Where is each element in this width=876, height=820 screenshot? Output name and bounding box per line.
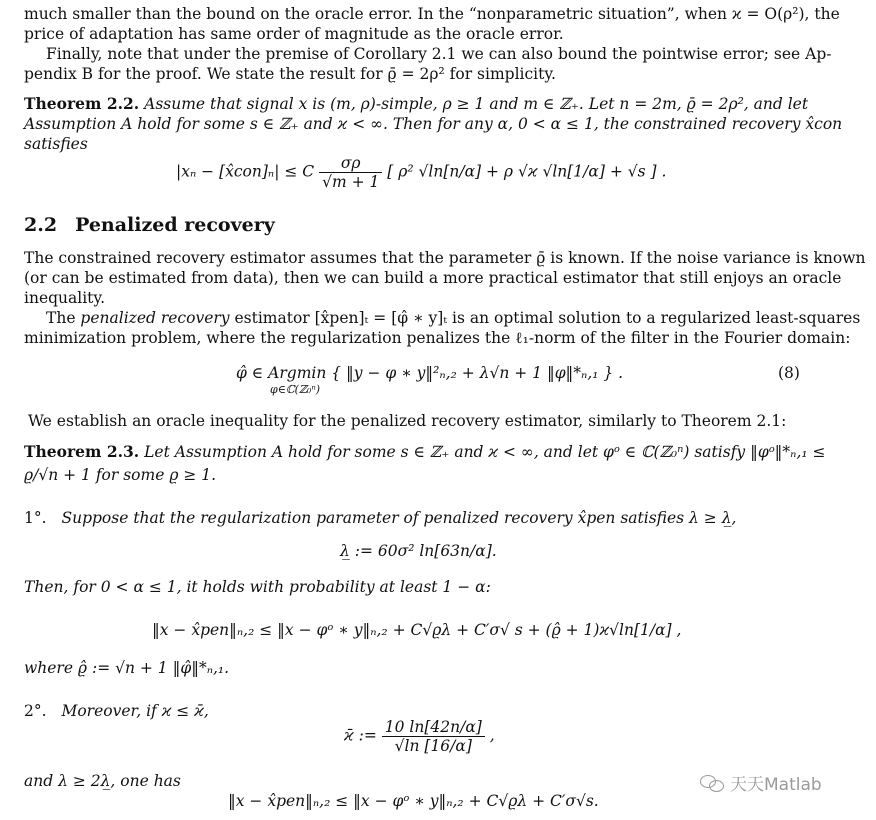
text-line: We establish an oracle inequality for the penalized recovery estimator, similarly to Theorem 2.1:	[28, 412, 787, 430]
section-number: 2.2	[24, 214, 58, 236]
theorem-text: satisfies	[24, 135, 88, 153]
text-line: (or can be estimated from data), then we can build a more practical estimator that still enjoys an oracle	[24, 269, 842, 287]
theorem-text: and λ ≥ 2λ̲, one has	[24, 772, 181, 790]
theorem-text: ϱ/√n + 1 for some ϱ ≥ 1.	[24, 466, 217, 484]
fraction-denominator: √ln [16/α]	[394, 737, 472, 755]
watermark	[700, 770, 822, 795]
theorem-label: Theorem 2.3.	[24, 442, 140, 461]
theorem-text: Then, for 0 < α ≤ 1, it holds with probability at least 1 − α:	[24, 578, 491, 596]
text-line: price of adaptation has same order of magnitude as the oracle error.	[24, 25, 564, 43]
equation-8: φ̂ ∈ Argmin { ‖y − φ ∗ y‖²ₙ,₂ + λ√n + 1 ‖φ‖*ₙ,₁ } .	[236, 364, 624, 382]
theorem-2-3-line	[24, 442, 826, 462]
text-line: much smaller than the bound on the oracle error. In the “nonparametric situation”, when ϰ = O(ρ²), the	[24, 5, 840, 23]
theorem-2-2-equation	[176, 154, 666, 191]
equation-part: ,	[489, 726, 495, 745]
text-line: minimization problem, where the regularization penalizes the ℓ₁-norm of the filter in the Fourier domain:	[24, 329, 851, 347]
theorem-text: Let Assumption A hold for some s ∈ ℤ₊ and ϰ < ∞, and let φᵒ ∈ ℂ(ℤ₀ⁿ) satisfy ‖φᵒ‖*ₙ,₁ ≤	[144, 443, 826, 461]
fraction-numerator: σρ	[319, 154, 382, 173]
text-line: inequality.	[24, 289, 106, 307]
fraction-numerator: 10 ln[42n/α]	[382, 718, 485, 737]
wechat-icon	[700, 773, 726, 793]
fraction-denominator: √m + 1	[322, 173, 380, 191]
section-heading	[24, 214, 275, 236]
part-label: 1°.	[24, 509, 47, 527]
text-line: Finally, note that under the premise of Corollary 2.1 we can also bound the pointwise error; see Ap-	[46, 45, 832, 63]
equation-part: [ ρ² √ln[n/α] + ρ √ϰ √ln[1/α] + √s ] .	[387, 162, 667, 181]
section-title: Penalized recovery	[75, 214, 275, 236]
watermark-text: 天天Matlab	[730, 775, 822, 795]
theorem-part-1	[24, 508, 804, 528]
text-line: pendix B for the proof. We state the result for ϱ̄ = 2ρ² for simplicity.	[24, 65, 556, 83]
theorem-text: Assume that signal x is (m, ρ)-simple, ρ ≥ 1 and m ∈ ℤ₊. Let n = 2m, ϱ̄ = 2ρ², and let	[144, 95, 809, 113]
theorem-text: where ϱ̂ := √n + 1 ‖φ̂‖*ₙ,₁.	[24, 659, 230, 677]
text-span: The	[46, 309, 81, 327]
final-inequality-equation: ‖x − x̂pen‖ₙ,₂ ≤ ‖x − φᵒ ∗ y‖ₙ,₂ + C√ϱλ + C′σ√s.	[228, 792, 599, 810]
equation-fraction	[382, 718, 485, 755]
text-line	[46, 308, 861, 328]
emphasis-text: penalized recovery	[80, 309, 230, 327]
text-line: The constrained recovery estimator assumes that the parameter ϱ̄ is known. If the noise variance is known	[24, 249, 866, 267]
equation-part: ϰ̄ :=	[344, 726, 377, 745]
theorem-2-2-line	[24, 94, 809, 114]
equation-number: (8)	[778, 364, 800, 382]
part-text: Suppose that the regularization parameter of penalized recovery x̂pen satisfies λ ≥ λ̲,	[61, 509, 737, 527]
equation-part: |xₙ − [x̂con]ₙ| ≤ C	[176, 162, 315, 181]
equation-fraction	[319, 154, 382, 191]
lambda-equation: λ̲ := 60σ² ln[63n/α].	[340, 542, 497, 560]
kappa-equation	[344, 718, 495, 755]
equation-8-subscript: φ∈ℂ(ℤ₀ⁿ)	[270, 383, 321, 396]
part-text: Moreover, if ϰ ≤ ϰ̄,	[61, 702, 209, 720]
text-span: estimator [x̂pen]ₜ = [φ̂ ∗ y]ₜ is an optimal solution to a regularized least-squares	[229, 309, 861, 327]
theorem-text: Assumption A hold for some s ∈ ℤ₊ and ϰ < ∞. Then for any α, 0 < α ≤ 1, the constrained recovery x̂con	[24, 115, 843, 133]
oracle-inequality-equation: ‖x − x̂pen‖ₙ,₂ ≤ ‖x − φᵒ ∗ y‖ₙ,₂ + C√ϱλ + C′σ√ s + (ϱ̂ + 1)ϰ√ln[1/α] ,	[152, 621, 682, 639]
theorem-label: Theorem 2.2.	[24, 94, 140, 113]
part-label: 2°.	[24, 702, 47, 720]
